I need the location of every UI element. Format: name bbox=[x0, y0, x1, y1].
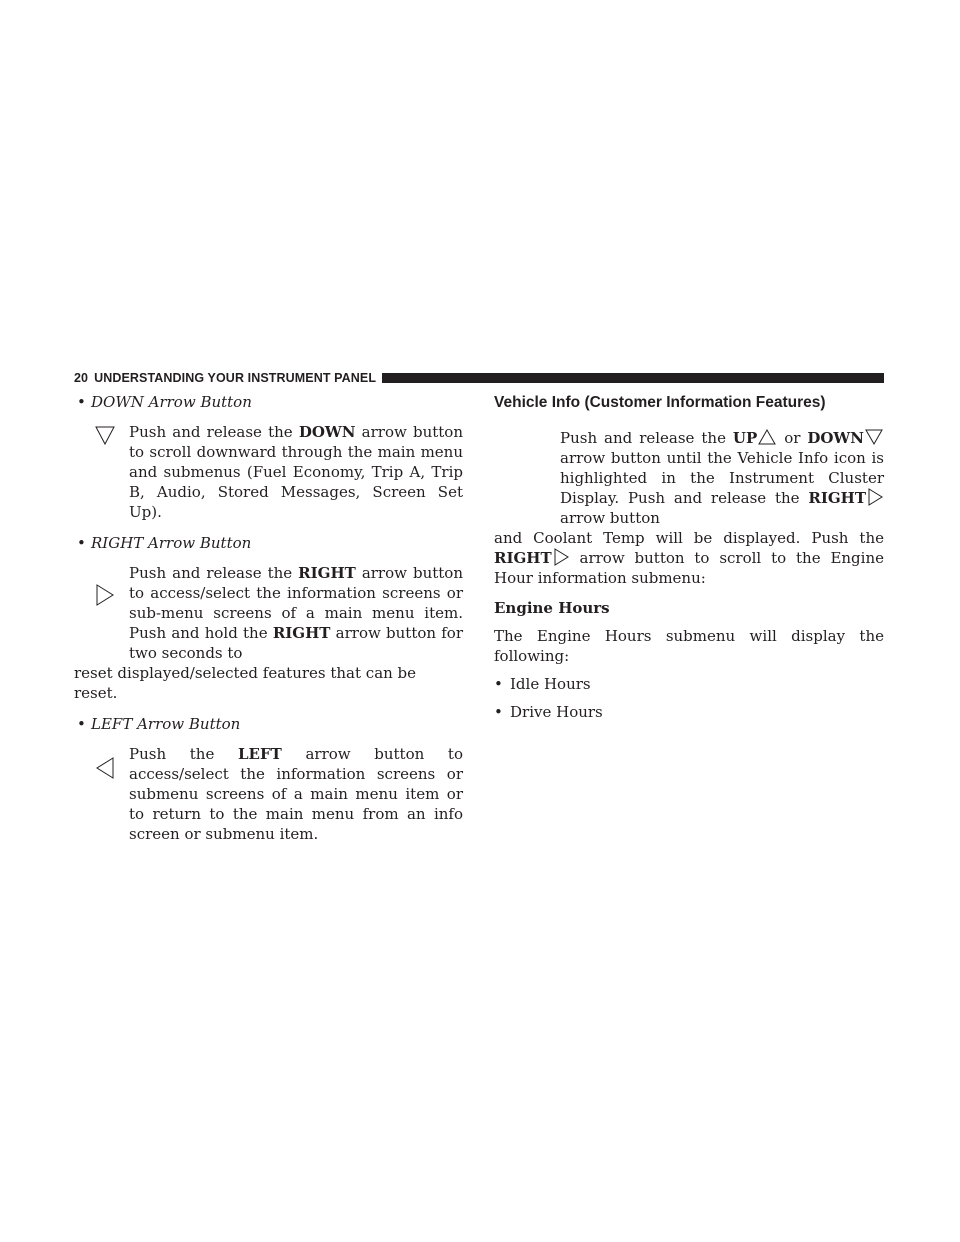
right-arrow-inline-icon bbox=[867, 488, 883, 506]
page-header bbox=[74, 371, 884, 385]
right-column bbox=[494, 392, 884, 722]
left-arrow-title: • LEFT Arrow Button bbox=[77, 715, 241, 733]
list-item: • Idle Hours bbox=[494, 675, 591, 693]
vehicle-info-paragraph-1: Push and release the UP or DOWN arrow button until the Vehicle Info icon is highlighted in the Instrument Cluster Display. Push and release the RIGHT arrow button bbox=[560, 429, 884, 527]
section-heading: Vehicle Info (Customer Information Features) bbox=[494, 394, 826, 411]
down-arrow-block bbox=[77, 422, 463, 522]
section-title: UNDERSTANDING YOUR INSTRUMENT PANEL bbox=[94, 371, 377, 385]
right-arrow-description: Push and release the RIGHT arrow button to access/select the information screens or sub-menu screens of a main menu item. Push and hold the RIGHT arrow button for two seconds to bbox=[129, 564, 463, 662]
header-rule bbox=[382, 373, 884, 383]
right-arrow-title: • RIGHT Arrow Button bbox=[77, 534, 252, 552]
up-arrow-icon bbox=[758, 428, 776, 446]
left-column bbox=[74, 392, 464, 844]
page-number: 20 bbox=[74, 371, 89, 385]
down-arrow-title: • DOWN Arrow Button bbox=[77, 393, 252, 411]
engine-hours-heading: Engine Hours bbox=[494, 599, 610, 617]
list-item: • Drive Hours bbox=[494, 703, 603, 721]
engine-hours-intro: The Engine Hours submenu will display the following: bbox=[494, 627, 884, 665]
down-arrow-description: Push and release the DOWN arrow button to scroll downward through the main menu and submenus (Fuel Economy, Trip A, Trip B, Audio, Stored Messages, Screen Set Up). bbox=[129, 423, 464, 521]
right-arrow-inline-icon-2 bbox=[553, 548, 569, 566]
right-arrow-tail: reset displayed/selected features that can be reset. bbox=[74, 664, 417, 702]
down-arrow-icon bbox=[95, 424, 115, 446]
down-arrow-inline-icon bbox=[865, 428, 883, 446]
left-arrow-icon bbox=[95, 756, 115, 780]
right-arrow-block bbox=[77, 563, 463, 663]
left-arrow-block bbox=[77, 744, 463, 844]
left-arrow-description: Push the LEFT arrow button to access/select the information screens or submenu screens of a main menu item or to return to the main menu from an info screen or submenu item. bbox=[129, 745, 463, 843]
right-arrow-icon bbox=[95, 583, 115, 607]
vehicle-info-paragraph-2: and Coolant Temp will be displayed. Push the RIGHT arrow button to scroll to the Engine Hour information submenu: bbox=[494, 529, 884, 587]
